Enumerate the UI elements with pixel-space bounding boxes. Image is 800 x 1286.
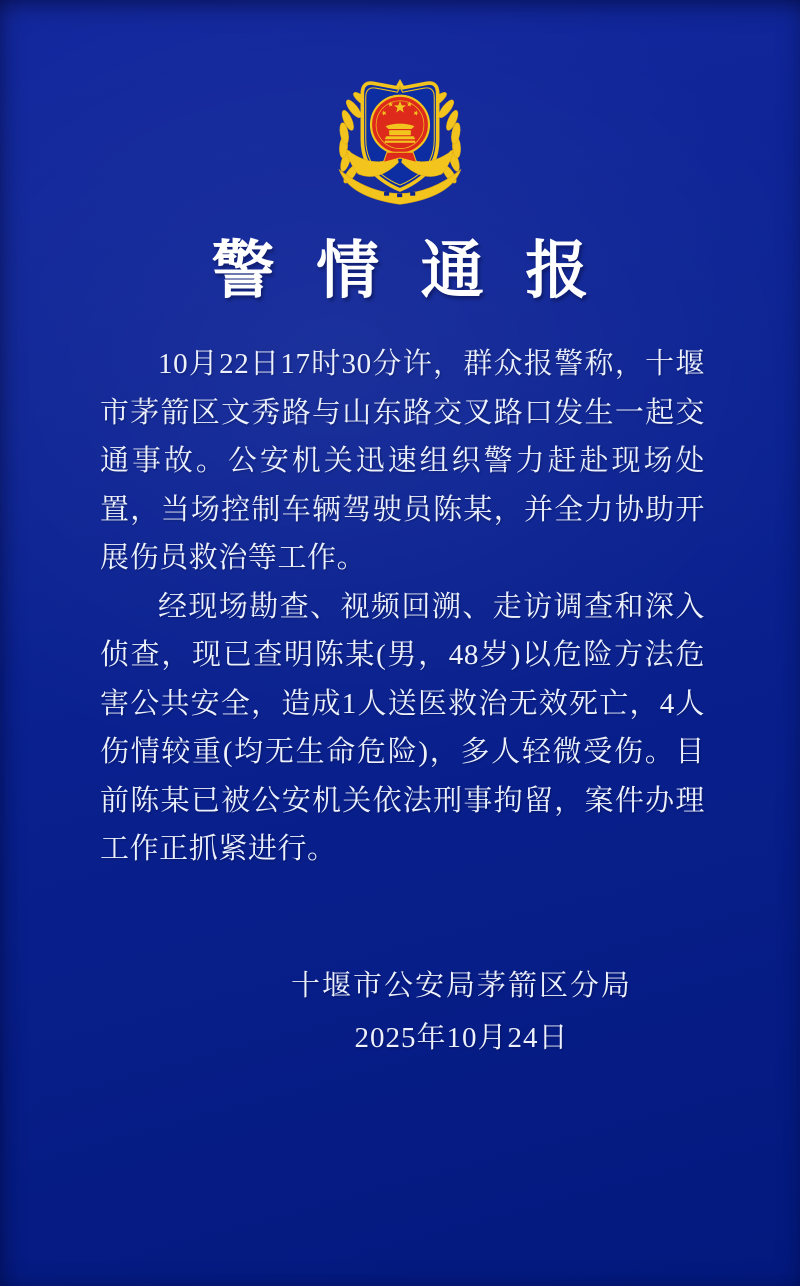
notice-body	[100, 340, 705, 874]
notice-paragraph-2: 经现场勘查、视频回溯、走访调查和深入侦查，现已查明陈某(男，48岁)以危险方法危害公共安全，造成1人送医救治无效死亡，4人伤情较重(均无生命危险)，多人轻微受伤。目前陈某已被公安机关依法刑事拘留，案件办理工作正抓紧进行。	[100, 590, 705, 865]
police-emblem-icon	[324, 74, 476, 208]
notice-title-text: 警情通报	[211, 236, 630, 306]
signature-block	[0, 960, 800, 1064]
issuing-authority: 十堰市公安局茅箭区分局	[290, 969, 632, 1002]
signature-inner	[291, 960, 632, 1064]
issue-date: 2025年10月24日	[354, 1021, 569, 1054]
notice-paragraph-1: 10月22日17时30分许，群众报警称，十堰市茅箭区文秀路与山东路交叉路口发生一起交通事故。公安机关迅速组织警力赶赴现场处置，当场控制车辆驾驶员陈某，并全力协助开展伤员救治等工作。	[100, 348, 705, 574]
notice-title	[0, 228, 800, 314]
